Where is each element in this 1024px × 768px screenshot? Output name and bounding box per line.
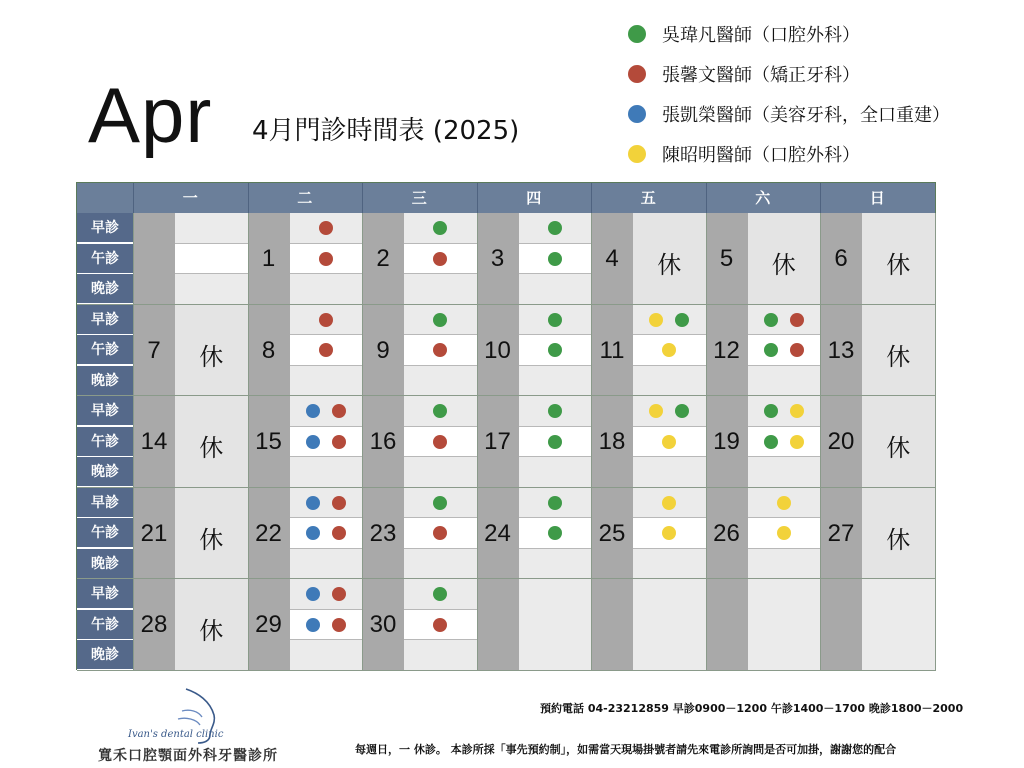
day-number: 19	[713, 428, 740, 455]
rest-label: 休	[886, 251, 911, 279]
red-doctor-dot	[319, 252, 333, 266]
rest-label: 休	[886, 342, 911, 371]
slot-cell	[290, 549, 363, 580]
slot-cell	[519, 274, 592, 305]
slot-cell	[404, 274, 477, 305]
day-number: 12	[713, 336, 740, 364]
slot-cell	[633, 366, 706, 397]
day-number: 25	[598, 519, 626, 547]
slot-cell	[748, 396, 821, 427]
green-doctor-dot	[433, 496, 447, 510]
slot-label: 晚診	[77, 640, 133, 670]
slot-cell	[404, 640, 477, 671]
green-doctor-dot	[548, 221, 562, 235]
slot-cell	[290, 457, 363, 488]
slot-cell	[633, 396, 706, 427]
month-title: Apr	[88, 71, 213, 159]
slot-cell	[175, 274, 248, 305]
blue-doctor-dot	[306, 587, 320, 601]
legend-label: 張凱榮醫師（美容牙科，全口重建）	[662, 105, 950, 126]
day-number: 5	[719, 245, 734, 272]
yellow-doctor-dot	[649, 313, 663, 327]
blue-dot-icon	[628, 105, 646, 123]
red-doctor-dot	[433, 618, 447, 632]
blue-doctor-dot	[306, 496, 320, 510]
column-divider	[820, 213, 821, 671]
yellow-dot-icon	[628, 145, 646, 163]
yellow-doctor-dot	[662, 496, 676, 510]
slot-cell	[748, 335, 821, 366]
day-number-cell	[706, 579, 748, 671]
day-number: 1	[261, 245, 276, 272]
slot-label: 晚診	[77, 274, 133, 304]
slot-cell	[290, 579, 363, 610]
logo-chinese-name: 寬禾口腔顎面外科牙醫診所	[98, 748, 278, 764]
schedule-calendar	[76, 182, 936, 670]
blue-doctor-dot	[306, 618, 320, 632]
yellow-doctor-dot	[777, 526, 791, 540]
red-doctor-dot	[433, 435, 447, 449]
day-number: 22	[255, 519, 282, 547]
rest-label: 休	[886, 525, 911, 554]
slot-label: 午診	[77, 518, 133, 548]
red-doctor-dot	[332, 496, 346, 510]
slot-cell	[748, 427, 821, 458]
slot-cell	[175, 244, 248, 275]
empty-cell	[633, 579, 706, 671]
day-number: 13	[827, 336, 855, 364]
header-divider	[477, 183, 478, 213]
slot-cell	[748, 366, 821, 397]
slot-cell	[519, 457, 592, 488]
green-doctor-dot	[764, 313, 778, 327]
red-doctor-dot	[790, 343, 804, 357]
header-divider	[362, 183, 363, 213]
legend-item	[628, 14, 950, 54]
rest-label: 休	[771, 251, 796, 279]
slot-cell	[633, 457, 706, 488]
day-number: 7	[147, 336, 161, 364]
weekday-label: 五	[640, 189, 656, 207]
rest-label: 休	[199, 525, 224, 554]
slot-cell	[748, 549, 821, 580]
green-doctor-dot	[675, 313, 689, 327]
green-doctor-dot	[548, 252, 562, 266]
slot-cell	[290, 518, 363, 549]
red-doctor-dot	[433, 252, 447, 266]
rest-label: 休	[199, 617, 224, 645]
slot-cell	[404, 366, 477, 397]
slot-label: 早診	[77, 488, 133, 518]
red-doctor-dot	[790, 313, 804, 327]
header-divider	[248, 183, 249, 213]
legend-label: 張馨文醫師（矯正牙科）	[662, 65, 860, 86]
day-number-cell	[591, 579, 633, 671]
day-number: 6	[834, 245, 848, 272]
header-divider	[591, 183, 592, 213]
column-divider	[591, 213, 592, 671]
green-doctor-dot	[548, 435, 562, 449]
header-divider	[133, 183, 134, 213]
column-divider	[133, 213, 134, 671]
slot-label: 午診	[77, 610, 133, 640]
slot-cell	[175, 213, 248, 244]
day-number: 21	[140, 519, 168, 547]
red-doctor-dot	[332, 587, 346, 601]
empty-cell	[862, 579, 935, 671]
slot-cell	[633, 305, 706, 336]
slot-cell	[404, 549, 477, 580]
green-dot-icon	[628, 25, 646, 43]
day-number: 24	[484, 519, 511, 547]
rest-label: 休	[199, 342, 224, 371]
day-number-cell	[133, 213, 175, 305]
slot-cell	[748, 305, 821, 336]
day-number: 29	[255, 611, 282, 638]
green-doctor-dot	[433, 313, 447, 327]
slot-label: 午診	[77, 335, 133, 365]
red-doctor-dot	[319, 221, 333, 235]
legend-item	[628, 54, 950, 94]
slot-label: 晚診	[77, 549, 133, 579]
red-dot-icon	[628, 65, 646, 83]
blue-doctor-dot	[306, 435, 320, 449]
empty-cell	[748, 579, 821, 671]
day-number: 16	[369, 428, 397, 455]
legend-label: 吳瑋凡醫師（口腔外科）	[662, 25, 860, 46]
day-number: 17	[484, 428, 511, 455]
logo-english-name: Ivan's dental clinic	[128, 729, 224, 740]
slot-label: 早診	[77, 579, 133, 609]
day-number: 9	[376, 336, 390, 364]
red-doctor-dot	[319, 313, 333, 327]
green-doctor-dot	[548, 404, 562, 418]
legend-item	[628, 134, 950, 174]
day-number-cell	[820, 579, 862, 671]
weekday-label: 一	[182, 189, 198, 207]
green-doctor-dot	[548, 313, 562, 327]
blue-doctor-dot	[306, 404, 320, 418]
slot-cell	[290, 640, 363, 671]
slot-cell	[290, 274, 363, 305]
red-doctor-dot	[332, 618, 346, 632]
day-number: 26	[713, 519, 740, 547]
slot-label: 早診	[77, 396, 133, 426]
header-divider	[820, 183, 821, 213]
weekday-label: 四	[526, 189, 542, 207]
rest-label: 休	[886, 434, 911, 462]
weekday-label: 六	[755, 189, 771, 207]
day-number: 15	[255, 428, 282, 455]
column-divider	[248, 213, 249, 671]
notice-text: 每週日，一 休診。 本診所採「事先預約制」，如需當天現場掛號者請先來電診所詢問是否可加掛，謝謝您的配合	[355, 743, 897, 756]
slot-label: 晚診	[77, 366, 133, 396]
red-doctor-dot	[332, 435, 346, 449]
day-number: 14	[140, 428, 168, 455]
day-number: 28	[140, 611, 168, 638]
green-doctor-dot	[548, 526, 562, 540]
slot-label: 午診	[77, 427, 133, 457]
rest-label: 休	[199, 434, 224, 462]
day-number: 8	[261, 336, 276, 364]
weekday-label: 二	[297, 189, 313, 207]
weekday-label: 日	[869, 189, 885, 207]
day-number: 23	[369, 519, 397, 547]
red-doctor-dot	[332, 526, 346, 540]
slot-cell	[633, 549, 706, 580]
column-divider	[706, 213, 707, 671]
day-number: 20	[827, 428, 855, 455]
green-doctor-dot	[548, 496, 562, 510]
day-number: 27	[827, 519, 855, 547]
slot-cell	[290, 366, 363, 397]
page-title: 4月門診時間表 (2025)	[252, 116, 520, 146]
yellow-doctor-dot	[790, 435, 804, 449]
day-number: 10	[484, 336, 511, 364]
slot-label: 早診	[77, 213, 133, 243]
legend-label: 陳昭明醫師（口腔外科）	[662, 145, 860, 166]
day-number: 2	[376, 245, 390, 272]
phone-hours-text: 預約電話 04-23212859 早診0900－1200 午診1400－1700 晚診1800－2000	[540, 702, 964, 715]
legend-item	[628, 94, 950, 134]
green-doctor-dot	[764, 404, 778, 418]
column-divider	[362, 213, 363, 671]
red-doctor-dot	[319, 343, 333, 357]
week-divider	[77, 670, 935, 671]
empty-cell	[519, 579, 592, 671]
rest-label: 休	[657, 251, 682, 279]
slot-label: 午診	[77, 244, 133, 274]
day-number: 4	[605, 245, 619, 272]
day-number: 30	[369, 611, 397, 638]
slot-cell	[290, 396, 363, 427]
column-divider	[935, 213, 936, 671]
slot-cell	[404, 457, 477, 488]
legend	[628, 14, 950, 174]
yellow-doctor-dot	[662, 435, 676, 449]
slot-cell	[290, 610, 363, 641]
day-number-cell	[477, 579, 519, 671]
red-doctor-dot	[332, 404, 346, 418]
slot-cell	[748, 457, 821, 488]
day-number: 11	[599, 336, 625, 364]
green-doctor-dot	[764, 343, 778, 357]
day-number: 18	[598, 428, 626, 455]
slot-cell	[290, 488, 363, 519]
yellow-doctor-dot	[777, 496, 791, 510]
day-number: 3	[490, 245, 505, 272]
slot-cell	[519, 549, 592, 580]
green-doctor-dot	[764, 435, 778, 449]
yellow-doctor-dot	[790, 404, 804, 418]
column-divider	[477, 213, 478, 671]
slot-cell	[290, 427, 363, 458]
weekday-label: 三	[411, 189, 427, 207]
header-divider	[706, 183, 707, 213]
blue-doctor-dot	[306, 526, 320, 540]
green-doctor-dot	[548, 343, 562, 357]
slot-label: 晚診	[77, 457, 133, 487]
slot-cell	[519, 366, 592, 397]
slot-label: 早診	[77, 305, 133, 335]
